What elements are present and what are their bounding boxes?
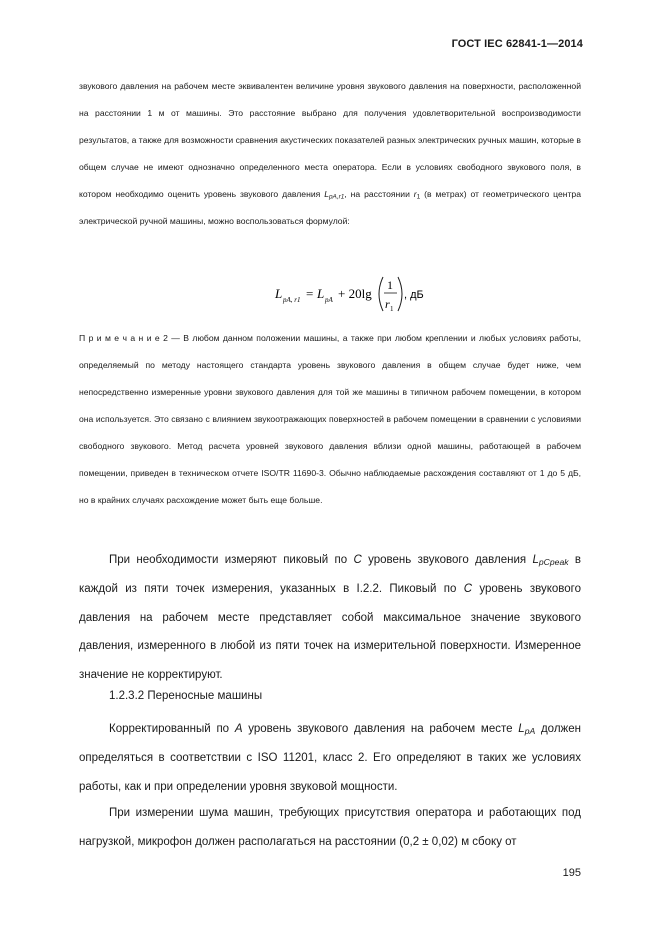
formula-equals: = xyxy=(306,286,314,301)
formula-numerator: 1 xyxy=(387,278,393,292)
formula-log-term: + 20lg xyxy=(338,286,372,301)
document-header: ГОСТ IEC 62841-1—2014 xyxy=(451,38,583,50)
formula-left-paren xyxy=(379,277,383,311)
formula-right-paren xyxy=(398,277,402,311)
symbol-r: r xyxy=(413,189,417,199)
symbol-l-subscript: pA,r1 xyxy=(328,193,345,201)
symbol-lpa: L xyxy=(518,723,525,735)
formula-rhs-symbol: L xyxy=(317,286,325,301)
symbol-l: L xyxy=(324,189,329,199)
note-text: В любом данном положении машины, а также при любом креплении и любых условиях работы, определяемый по методу настоящего стандарта уровень звукового давления в общем случае будет ниже, чем непосредственно измеренные уровни звукового давления для той же машины в типичном рабочем помещении, в котором она используется. Это связано с влиянием звукоотражающих поверхностей в рабочем помещении в сравнении с условиями свободного звукового. Метод расчета уровней звукового давления вблизи одной машины, работающей в рабочем помещении, приведен в техническом отчете ISO/TR 11690-3. Обычно наблюдаемые расхождения составляют от 1 до 5 дБ, но в крайних случаях расхождение может быть еще больше. xyxy=(79,333,582,505)
corrected-level-paragraph: Корректированный по A уровень звукового давления на рабочем месте $L_{pA}$ должен определяться в соответствии с ISO 11201, класс 2. Его определяют в таких же условиях работы, как и при определении уровня звуковой мощности. xyxy=(79,723,581,793)
symbol-r-subscript: 1 xyxy=(416,193,421,201)
microphone-paragraph: При измерении шума машин, требующих присутствия оператора и работающих под нагрузкой, микрофон должен располагаться на расстоянии (0,2 ± 0,02) м сбоку от xyxy=(79,807,581,848)
page-number: 195 xyxy=(562,867,581,879)
peak-level-paragraph: При необходимости измеряют пиковый по C уровень звукового давления $L_{pCpeak}$ в каждой из пяти точек измерения, указанных в I.2.2. Пиковый по C уровень звукового давления на рабочем месте представляет собой максимальное значение звукового давления, измеренного в любой из пяти точек на измерительной поверхности. Измеренное значение не корректируют. xyxy=(79,554,582,682)
formula-denominator-subscript: 1 xyxy=(390,305,394,313)
intro-paragraph: звукового давления на рабочем месте эквивалентен величине уровня звукового давления на поверхности, расположенной на расстоянии 1 м от машины. Это расстояние выбрано для получения удовлетворительной воспроизводимости результатов, а также для возможности сравнения акустических показателей разных электрических ручных машин, которые в общем случае не имеют однозначно определенного места оператора. Если в условиях свободного звукового поля, в котором необходимо оценить уровень звукового давления $L_{pA,r1}$, на расстоянии $r_1$ (в метрах) от геометрического центра электрической ручной машины, можно воспользоваться формулой: xyxy=(79,81,581,226)
sound-pressure-formula xyxy=(270,274,440,314)
formula-denominator: r xyxy=(385,297,390,311)
formula-unit: , дБ xyxy=(404,289,424,301)
section-heading: 1.2.3.2 Переносные машины xyxy=(109,690,263,702)
note-2 xyxy=(79,325,581,514)
formula-lhs-symbol: L xyxy=(275,286,283,301)
note-label: П р и м е ч а н и е 2 — xyxy=(79,333,180,343)
formula-lhs-subscript: pA, r1 xyxy=(283,296,301,304)
symbol-lpcpeak: L xyxy=(532,554,539,566)
formula-rhs-subscript: pA xyxy=(325,296,333,304)
